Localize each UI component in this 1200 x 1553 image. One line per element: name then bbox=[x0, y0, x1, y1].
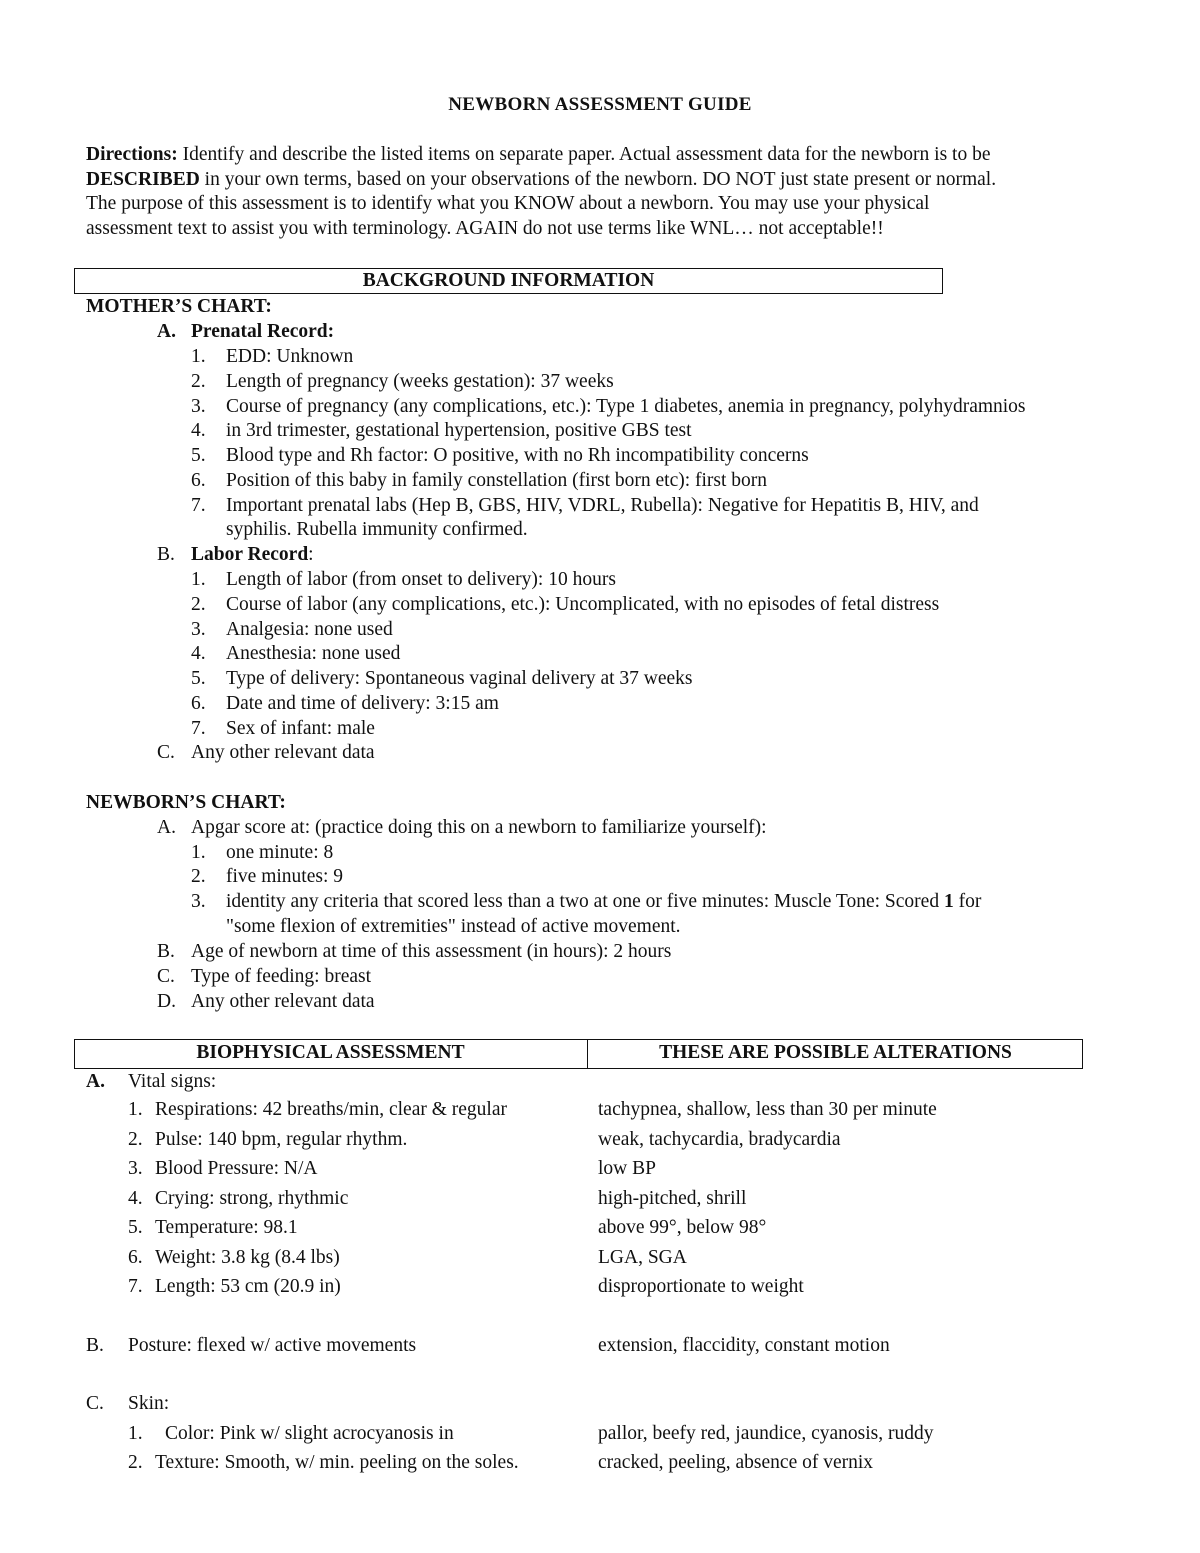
labor-item-text: Course of labor (any complications, etc.): Uncomplicated, with no episodes of fetal distress bbox=[226, 594, 940, 615]
directions-paragraph bbox=[86, 143, 1126, 241]
prenatal-item-number: 6. bbox=[191, 470, 206, 491]
apgar-item-3-continuation: "some flexion of extremities" instead of active movement. bbox=[226, 916, 681, 937]
newborn-other-text: Any other relevant data bbox=[191, 991, 375, 1012]
vital-row-number: 6. bbox=[128, 1247, 143, 1268]
posture-letter: B. bbox=[86, 1335, 104, 1356]
apgar-item-3-score: 1 bbox=[943, 891, 954, 912]
vital-row-number: 7. bbox=[128, 1276, 143, 1297]
background-header: BACKGROUND INFORMATION bbox=[362, 270, 655, 291]
vital-row-alterations: low BP bbox=[598, 1158, 656, 1179]
directions-text: in your own terms, based on your observations of the newborn. DO NOT just state present or normal. bbox=[199, 168, 997, 190]
directions-line-1 bbox=[86, 143, 1126, 168]
prenatal-item-number: 1. bbox=[191, 346, 206, 367]
apgar-text: Apgar score at: (practice doing this on a newborn to familiarize yourself): bbox=[191, 817, 767, 838]
labor-item-text: Type of delivery: Spontaneous vaginal delivery at 37 weeks bbox=[226, 668, 693, 689]
vital-row-number: 3. bbox=[128, 1158, 143, 1179]
apgar-item-3-number: 3. bbox=[191, 891, 206, 912]
prenatal-item-7-continuation: syphilis. Rubella immunity confirmed. bbox=[226, 519, 528, 540]
labor-colon: : bbox=[308, 544, 314, 565]
vital-row-alterations: tachypnea, shallow, less than 30 per minute bbox=[598, 1099, 937, 1120]
vital-row-finding: Respirations: 42 breaths/min, clear & regular bbox=[155, 1099, 507, 1120]
prenatal-item-number: 3. bbox=[191, 396, 206, 417]
vital-row-alterations: LGA, SGA bbox=[598, 1247, 687, 1268]
prenatal-item-number: 7. bbox=[191, 495, 206, 516]
labor-item-number: 5. bbox=[191, 668, 206, 689]
labor-item-text: Length of labor (from onset to delivery): 10 hours bbox=[226, 569, 616, 590]
vital-row-finding: Length: 53 cm (20.9 in) bbox=[155, 1276, 341, 1297]
directions-text: Identify and describe the listed items on separate paper. Actual assessment data for the newborn is to be bbox=[177, 144, 991, 165]
newborn-other-text: Age of newborn at time of this assessment (in hours): 2 hours bbox=[191, 941, 672, 962]
skin-row-alterations: pallor, beefy red, jaundice, cyanosis, ruddy bbox=[598, 1423, 934, 1444]
vital-row-number: 1. bbox=[128, 1099, 143, 1120]
mother-other-text: Any other relevant data bbox=[191, 742, 375, 763]
directions-label: Directions: bbox=[86, 144, 178, 165]
biophysical-header-left: BIOPHYSICAL ASSESSMENT bbox=[196, 1042, 465, 1063]
vital-row-finding: Blood Pressure: N/A bbox=[155, 1158, 318, 1179]
newborn-other-letter: B. bbox=[157, 941, 175, 962]
prenatal-item-text: Course of pregnancy (any complications, etc.): Type 1 diabetes, anemia in pregnancy, polyhydramnios bbox=[226, 396, 1026, 417]
labor-label: Labor Record bbox=[191, 544, 309, 565]
directions-line-3: The purpose of this assessment is to identify what you KNOW about a newborn. You may use your physical bbox=[86, 193, 930, 215]
vital-letter: A. bbox=[86, 1071, 105, 1092]
vital-row-number: 5. bbox=[128, 1217, 143, 1238]
prenatal-item-number: 4. bbox=[191, 420, 206, 441]
prenatal-item-text: EDD: Unknown bbox=[226, 346, 354, 367]
labor-item-number: 1. bbox=[191, 569, 206, 590]
labor-item-text: Anesthesia: none used bbox=[226, 643, 401, 664]
prenatal-label: Prenatal Record: bbox=[191, 321, 335, 342]
vital-row-alterations: high-pitched, shrill bbox=[598, 1188, 747, 1209]
mothers-chart-heading: MOTHER’S CHART: bbox=[86, 296, 272, 317]
newborn-other-text: Type of feeding: breast bbox=[191, 966, 372, 987]
prenatal-item-text: Blood type and Rh factor: O positive, with no Rh incompatibility concerns bbox=[226, 445, 809, 466]
skin-row-finding: Texture: Smooth, w/ min. peeling on the soles. bbox=[155, 1452, 519, 1473]
labor-item-text: Sex of infant: male bbox=[226, 718, 375, 739]
prenatal-item-text: Position of this baby in family constellation (first born etc): first born bbox=[226, 470, 768, 491]
directions-emphasis: DESCRIBED bbox=[86, 168, 200, 190]
apgar-item-text: one minute: 8 bbox=[226, 842, 334, 863]
skin-letter: C. bbox=[86, 1393, 104, 1414]
skin-row-alterations: cracked, peeling, absence of vernix bbox=[598, 1452, 874, 1473]
labor-item-number: 4. bbox=[191, 643, 206, 664]
directions-line-4: assessment text to assist you with terminology. AGAIN do not use terms like WNL… not acceptable!! bbox=[86, 217, 884, 239]
posture-text: Posture: flexed w/ active movements bbox=[128, 1335, 417, 1356]
newborn-other-letter: D. bbox=[157, 991, 176, 1012]
vital-row-alterations: disproportionate to weight bbox=[598, 1276, 804, 1297]
vital-row-finding: Crying: strong, rhythmic bbox=[155, 1188, 349, 1209]
posture-alterations: extension, flaccidity, constant motion bbox=[598, 1335, 890, 1356]
apgar-item-number: 2. bbox=[191, 866, 206, 887]
vital-row-finding: Weight: 3.8 kg (8.4 lbs) bbox=[155, 1247, 340, 1268]
vital-row-finding: Temperature: 98.1 bbox=[155, 1217, 298, 1238]
apgar-item-3-text-a: identity any criteria that scored less than a two at one or five minutes: Muscle Tone: Scored bbox=[226, 891, 944, 912]
skin-row-number: 1. bbox=[128, 1423, 143, 1444]
labor-item-number: 3. bbox=[191, 619, 206, 640]
apgar-item-text: five minutes: 9 bbox=[226, 866, 343, 887]
page-title: NEWBORN ASSESSMENT GUIDE bbox=[448, 94, 752, 115]
vital-row-alterations: weak, tachycardia, bradycardia bbox=[598, 1129, 841, 1150]
vital-label: Vital signs: bbox=[128, 1071, 217, 1092]
directions-line-2 bbox=[86, 168, 1126, 193]
skin-row-number: 2. bbox=[128, 1452, 143, 1473]
labor-item-number: 2. bbox=[191, 594, 206, 615]
prenatal-letter: A. bbox=[157, 321, 176, 342]
mother-other-letter: C. bbox=[157, 742, 175, 763]
skin-row-finding: Color: Pink w/ slight acrocyanosis in bbox=[165, 1423, 454, 1444]
prenatal-item-number: 2. bbox=[191, 371, 206, 392]
prenatal-item-text: Important prenatal labs (Hep B, GBS, HIV, VDRL, Rubella): Negative for Hepatitis B, HIV, and bbox=[226, 495, 979, 516]
biophysical-header-right: THESE ARE POSSIBLE ALTERATIONS bbox=[659, 1042, 1012, 1063]
prenatal-item-text: Length of pregnancy (weeks gestation): 37 weeks bbox=[226, 371, 614, 392]
newborn-other-letter: C. bbox=[157, 966, 175, 987]
apgar-item-number: 1. bbox=[191, 842, 206, 863]
labor-label-wrap bbox=[191, 543, 314, 568]
labor-letter: B. bbox=[157, 544, 175, 565]
skin-label: Skin: bbox=[128, 1393, 170, 1414]
labor-item-number: 6. bbox=[191, 693, 206, 714]
apgar-letter: A. bbox=[157, 817, 176, 838]
vital-row-alterations: above 99°, below 98° bbox=[598, 1217, 767, 1238]
prenatal-item-text: in 3rd trimester, gestational hypertension, positive GBS test bbox=[226, 420, 692, 441]
labor-item-text: Analgesia: none used bbox=[226, 619, 393, 640]
vital-row-number: 4. bbox=[128, 1188, 143, 1209]
apgar-item-3-text-b: for bbox=[953, 891, 982, 912]
labor-item-number: 7. bbox=[191, 718, 206, 739]
labor-item-text: Date and time of delivery: 3:15 am bbox=[226, 693, 499, 714]
newborns-chart-heading: NEWBORN’S CHART: bbox=[86, 792, 286, 813]
apgar-item-3-text bbox=[226, 890, 981, 915]
vital-row-number: 2. bbox=[128, 1129, 143, 1150]
vital-row-finding: Pulse: 140 bpm, regular rhythm. bbox=[155, 1129, 408, 1150]
prenatal-item-number: 5. bbox=[191, 445, 206, 466]
